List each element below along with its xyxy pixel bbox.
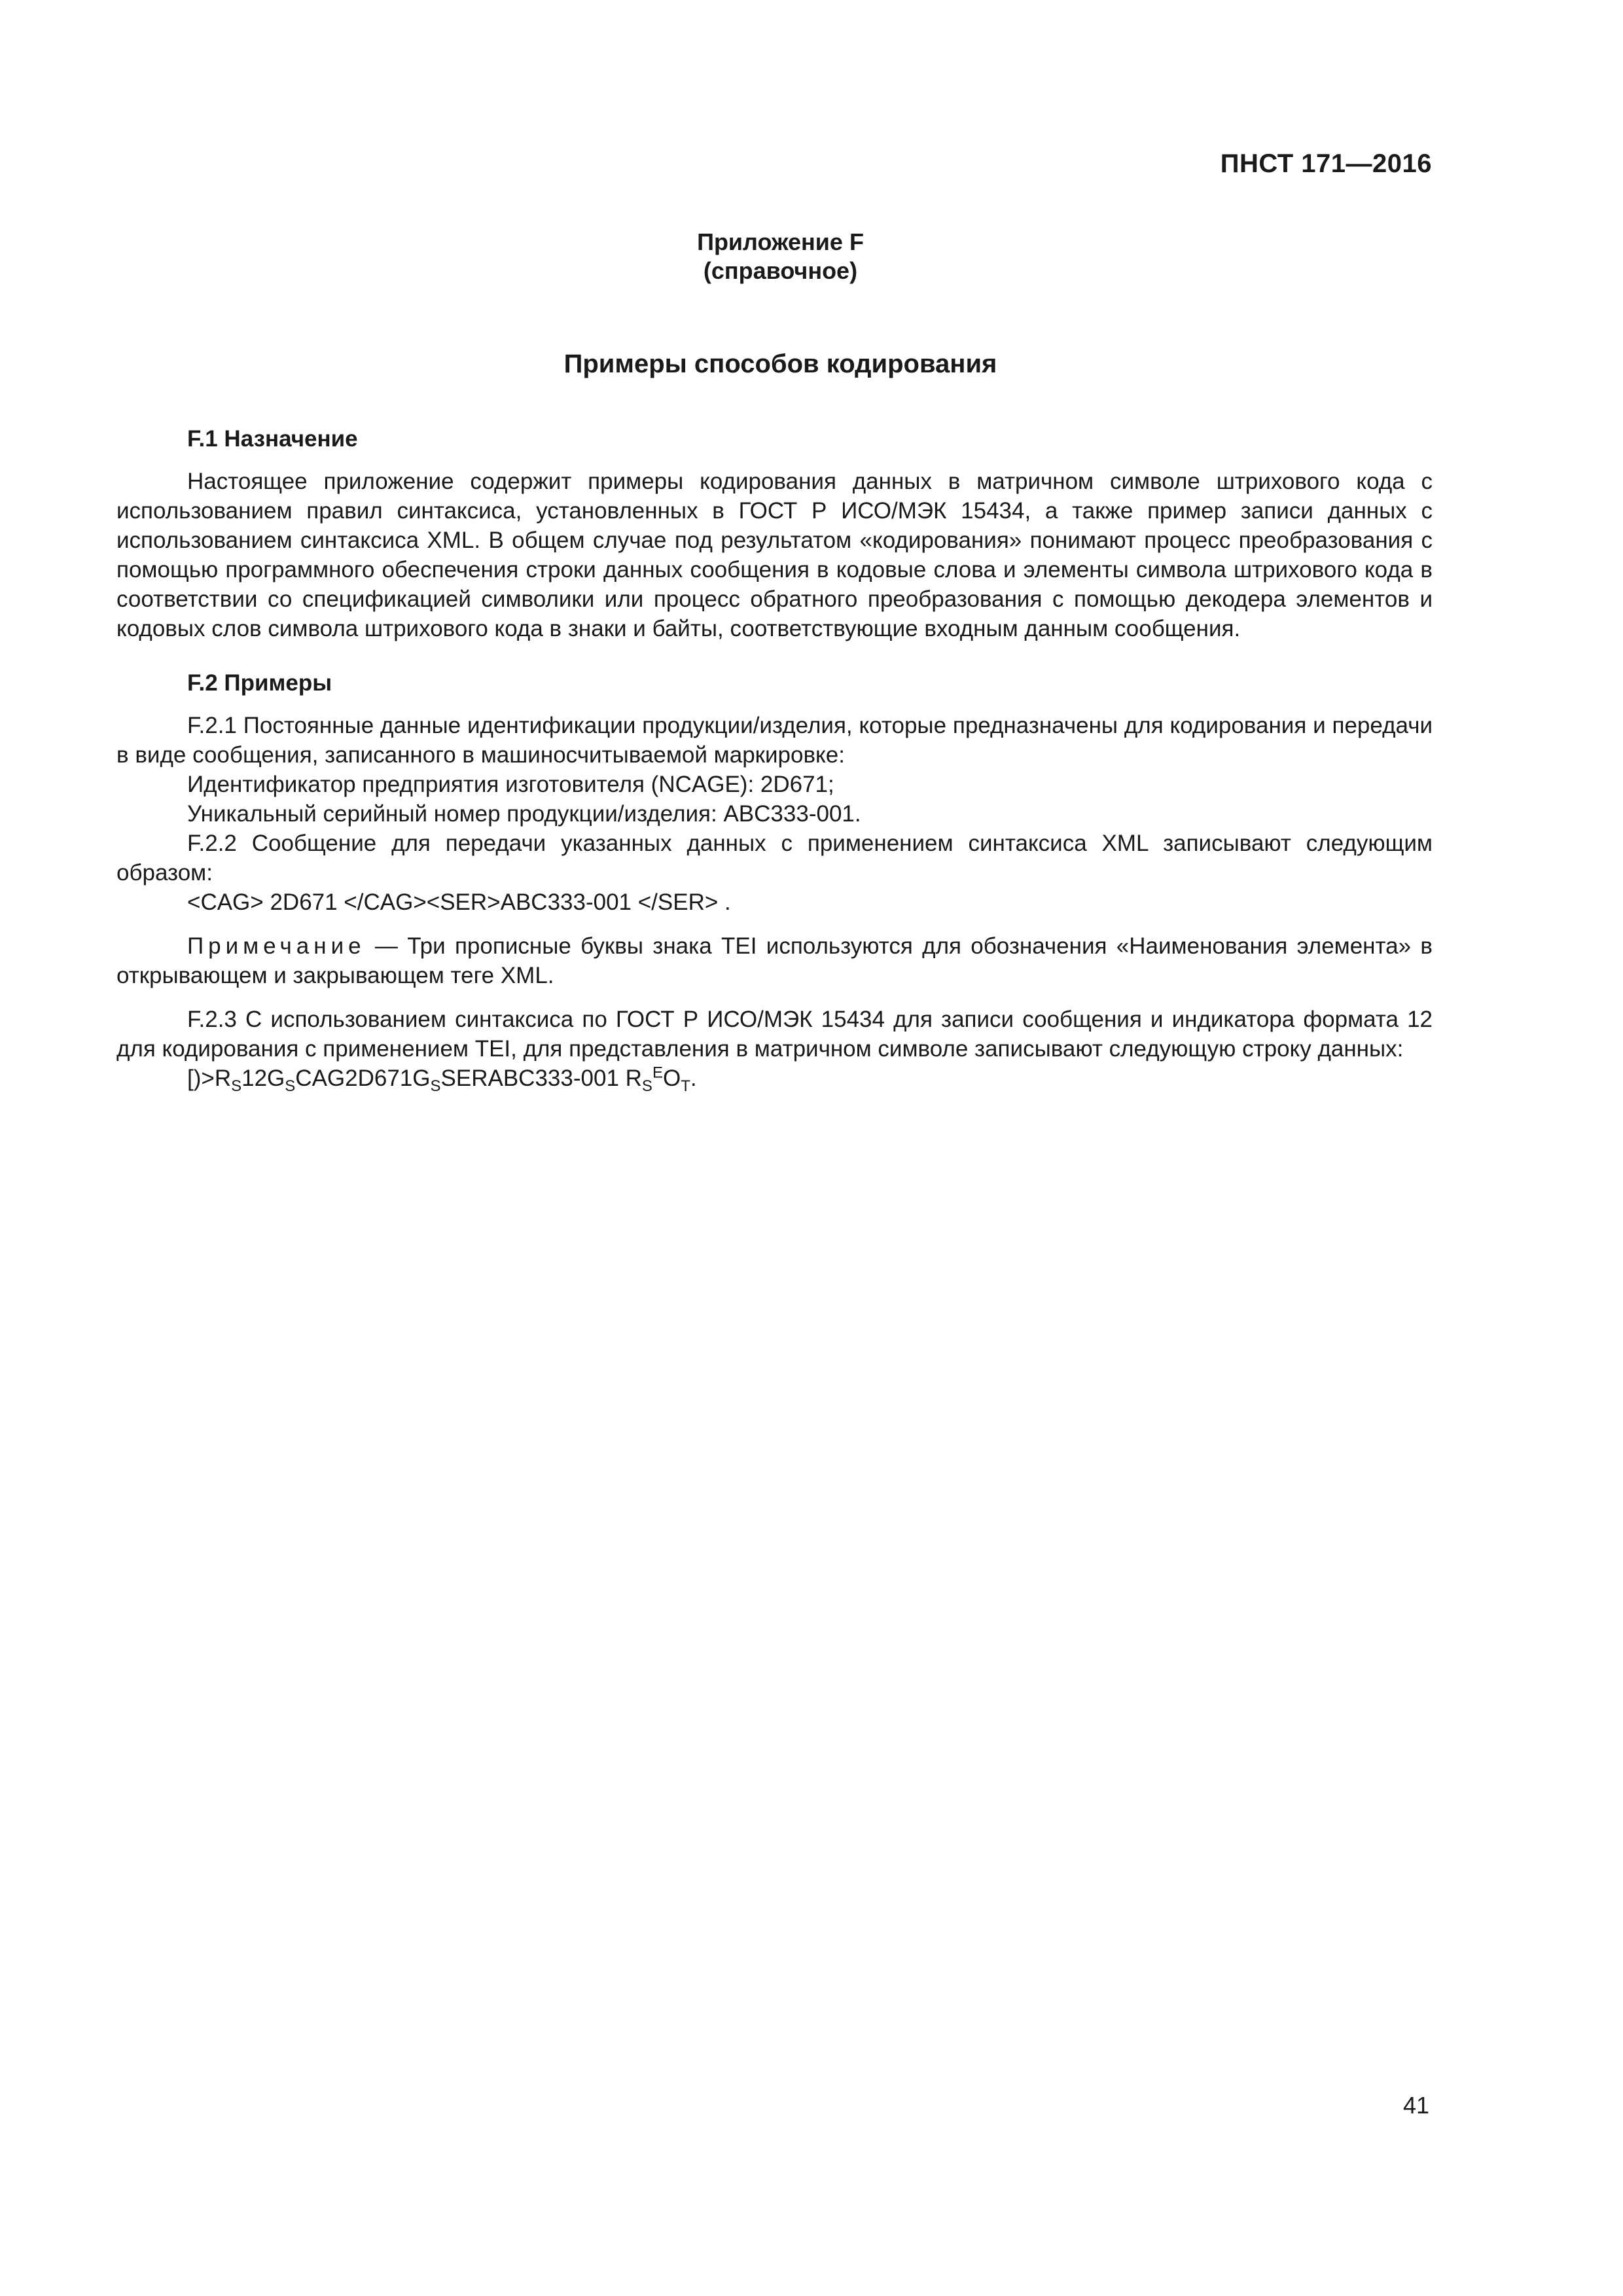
section-heading-f1: F.1 Назначение	[187, 426, 358, 452]
code-sub-3: S	[430, 1077, 441, 1095]
appendix-heading	[0, 228, 1561, 285]
page-title: Примеры способов кодирования	[563, 350, 997, 378]
code-sub-5: T	[681, 1077, 690, 1095]
note-paragraph	[116, 931, 1433, 990]
paragraph-f2-2: F.2.2 Сообщение для передачи указанных данных с применением синтаксиса XML записывают следующим образом:	[116, 831, 1433, 886]
document-body	[116, 424, 1433, 1093]
code-part-5: O	[662, 1066, 681, 1091]
code-part-1: [)>R	[187, 1066, 232, 1091]
note-label: Примечание	[187, 933, 366, 959]
xml-example: <CAG> 2D671 </CAG><SER>ABC333-001 </SER> .	[187, 889, 731, 915]
paragraph-f1: Настоящее приложение содержит примеры кодирования данных в матричном символе штрихового кода с использованием правил синтаксиса, установленных в ГОСТ Р ИСО/МЭК 15434, а также пример записи данных с использованием синтаксиса XML. В общем случае под результатом «кодирования» понимают процесс преобразования с помощью программного обеспечения строки данных сообщения в кодовые слова и элементы символа штрихового кода в соответствии со спецификацией символики или процесс обратного преобразования с помощью декодера элементов и кодовых слов символа штрихового кода в знаки и байты, соответствующие входным данным сообщения.	[116, 469, 1433, 641]
code-part-4: SERABC333-001 R	[440, 1066, 642, 1091]
paragraph-f2-1: F.2.1 Постоянные данные идентификации продукции/изделия, которые предназначены для кодирования и передачи в виде сообщения, записанного в машиносчитываемой маркировке:	[116, 713, 1433, 768]
code-sub-1: S	[231, 1077, 242, 1095]
section-heading-f2: F.2 Примеры	[187, 670, 332, 696]
appendix-type: (справочное)	[703, 257, 858, 284]
page-number: 41	[1402, 2092, 1429, 2119]
code-sub-2: S	[285, 1077, 296, 1095]
code-sup-e: E	[652, 1064, 663, 1082]
serial-number-line: Уникальный серийный номер продукции/изделия: ABC333-001.	[187, 801, 861, 827]
code-part-2: 12G	[241, 1066, 285, 1091]
note-text: — Три прописные буквы знака TEI используются для обозначения «Наименования элемента» в открывающем и закрывающем теге XML.	[116, 933, 1433, 988]
data-string-example	[187, 1064, 1433, 1093]
ncage-line: Идентификатор предприятия изготовителя (NCAGE): 2D671;	[187, 772, 834, 797]
paragraph-f2-3: F.2.3 С использованием синтаксиса по ГОСТ Р ИСО/МЭК 15434 для записи сообщения и индикатора формата 12 для кодирования с применением TEI, для представления в матричном символе записывают следующую строку данных:	[116, 1007, 1433, 1062]
appendix-label: Приложение F	[697, 228, 864, 255]
code-sub-4: S	[641, 1077, 652, 1095]
code-part-3: CAG2D671G	[295, 1066, 431, 1091]
code-end: .	[690, 1066, 697, 1091]
document-code: ПНСТ 171—2016	[1220, 149, 1432, 178]
